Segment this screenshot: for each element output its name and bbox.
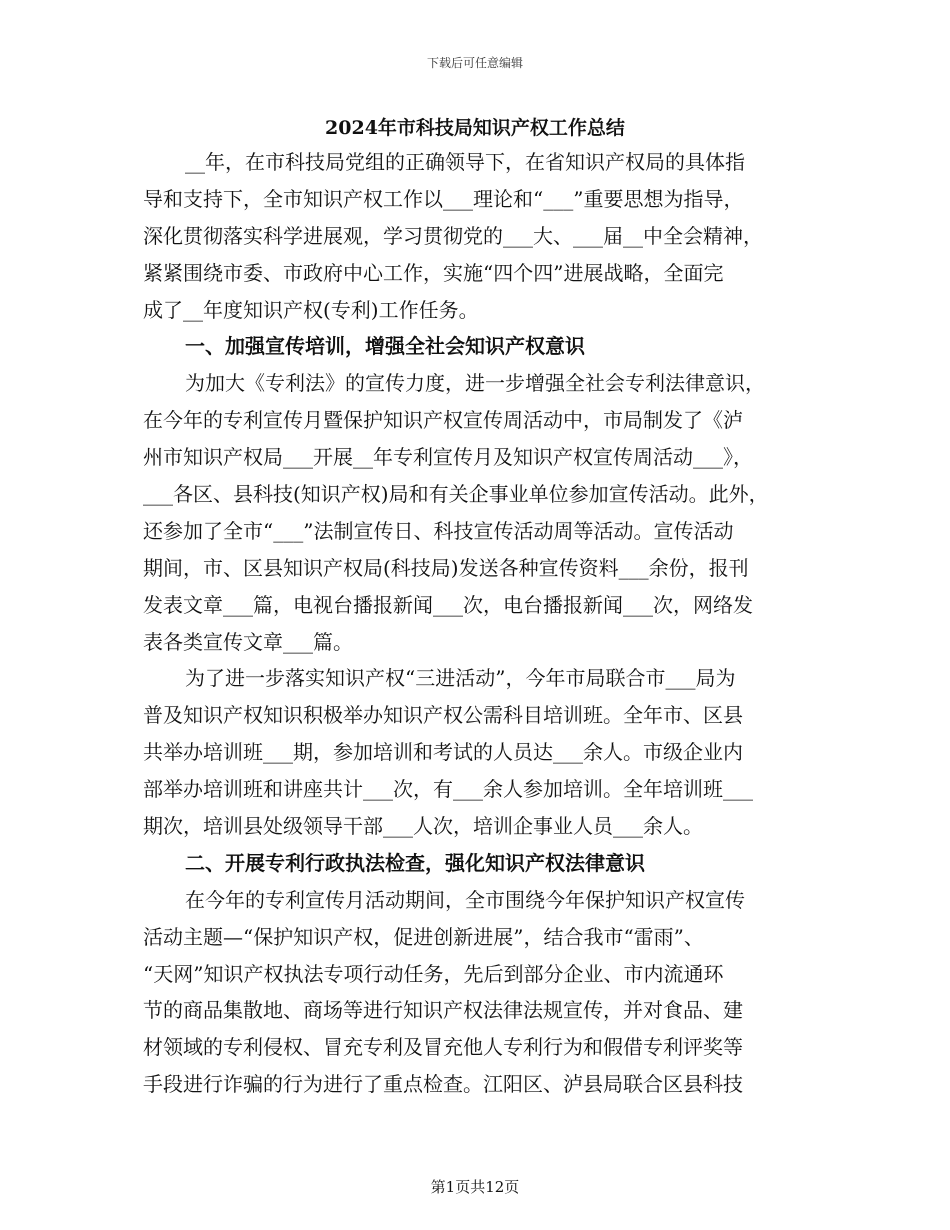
text-line: 为了进一步落实知识产权“三进活动”，今年市局联合市___局为 — [185, 666, 736, 691]
text-line: 表各类宣传文章___篇。 — [143, 629, 353, 654]
text-line: __年，在市科技局党组的正确领导下，在省知识产权局的具体指 — [185, 150, 745, 174]
text-line: 发表文章___篇，电视台播报新闻___次，电台播报新闻___次，网络发 — [143, 592, 753, 617]
text-line: 州市知识产权局___开展__年专利宣传月及知识产权宣传周活动___》， — [143, 445, 753, 470]
text-line: 部举办培训班和讲座共计___次，有___余人参加培训。全年培训班___ — [143, 777, 753, 802]
text-line: 材领域的专利侵权、冒充专利及冒充他人专利行为和假借专利评奖等 — [143, 1035, 743, 1060]
page-footer: 第1页共12页 — [430, 1178, 520, 1196]
text-line: 还参加了全市“___”法制宣传日、科技宣传活动周等活动。宣传活动 — [143, 518, 734, 543]
text-line: “天网”知识产权执法专项行动任务，先后到部分企业、市内流通环 — [143, 961, 724, 986]
text-line: 深化贯彻落实科学进展观，学习贯彻党的___大、___届__中全会精神， — [143, 223, 763, 248]
text-line: 共举办培训班___期，参加培训和考试的人员达___余人。市级企业内 — [143, 740, 743, 765]
section-heading: 一、加强宣传培训，增强全社会知识产权意识 — [185, 334, 585, 359]
text-line: 活动主题—“保护知识产权，促进创新进展”，结合我市“雷雨”、 — [143, 924, 704, 949]
text-line: 成了__年度知识产权(专利)工作任务。 — [143, 297, 479, 322]
text-line: 节的商品集散地、商场等进行知识产权法律法规宣传，并对食品、建 — [143, 998, 743, 1023]
text-line: 在今年的专利宣传月暨保护知识产权宣传周活动中，市局制发了《泸 — [143, 408, 743, 433]
text-line: 紧紧围绕市委、市政府中心工作，实施“四个四”进展战略，全面完 — [143, 260, 724, 285]
text-line: 为加大《专利法》的宣传力度，进一步增强全社会专利法律意识， — [185, 371, 765, 396]
text-line: 在今年的专利宣传月活动期间，全市围绕今年保护知识产权宣传 — [185, 887, 745, 912]
header-note: 下载后可任意编辑 — [426, 56, 523, 70]
text-line: ___各区、县科技(知识产权)局和有关企事业单位参加宣传活动。此外， — [143, 482, 769, 507]
section-heading: 二、开展专利行政执法检查，强化知识产权法律意识 — [185, 850, 645, 875]
text-line: 期间，市、区县知识产权局(科技局)发送各种宣传资料___余份，报刊 — [143, 555, 749, 580]
text-line: 导和支持下，全市知识产权工作以___理论和“___”重要思想为指导， — [143, 186, 744, 211]
text-line: 期次，培训县处级领导干部___人次，培训企事业人员___余人。 — [143, 814, 703, 839]
text-line: 手段进行诈骗的行为进行了重点检查。江阳区、泸县局联合区县科技 — [143, 1072, 743, 1097]
body-lines — [143, 144, 807, 1103]
document-body — [143, 112, 807, 1103]
document-title: 2024年市科技局知识产权工作总结 — [325, 117, 625, 139]
text-line: 普及知识产权知识积极举办知识产权公需科目培训班。全年市、区县 — [143, 703, 743, 728]
